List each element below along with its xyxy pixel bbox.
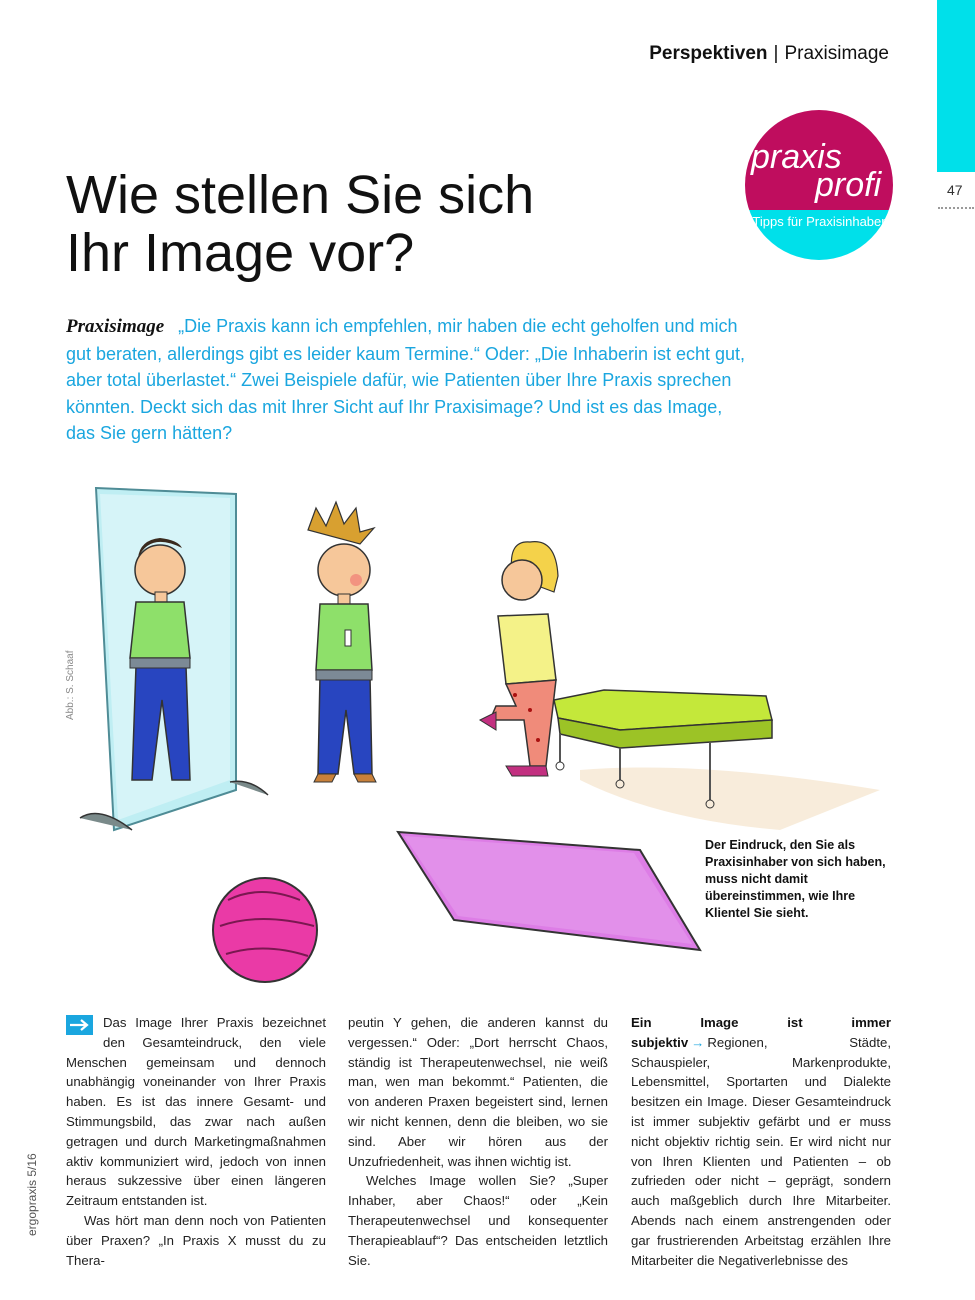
exercise-ball: [213, 878, 317, 982]
section-tab: [937, 0, 975, 172]
journal-footer: ergopraxis 5/16: [25, 1153, 39, 1236]
exercise-mat: [398, 832, 700, 950]
lead-keyword: Praxisimage: [66, 316, 165, 337]
badge-word-profi: profi: [815, 166, 882, 204]
lead-text: „Die Praxis kann ich empfehlen, mir haben die echt geholfen und mich gut beraten, allerdings gibt es leider kaum Termine.“ Oder: „Die Inhaberin ist echt gut, aber total überlastet.“ Zwei Beispiele dafür, wie Patienten über Ihre Praxis sprechen könnten. Deckt sich das mit Ihrer Sicht auf Ihr Praxisimage? Und ist es das Image, das Sie gern hätten?: [66, 316, 746, 443]
body-text: Regionen, Städte, Schauspieler, Markenprodukte, Lebensmittel, Sportarten und Dialekte besitzen ein Image. Dieser Gesamteindruck ist immer subjektiv gefärbt und er muss nicht objektiv richtig sein. Er wird nicht nur von Ihren Klienten und Patienten – ob zufrieden oder nicht – geprägt, sondern auch maßgeblich durch Ihre Mitarbeiter. Abends nach einem anstrengenden oder gar frustrierenden Arbeitstag erzählen Ihre Mitarbeiter die Negativerlebnisse des: [631, 1034, 891, 1268]
title-line-1: Wie stellen Sie sich: [66, 165, 535, 225]
lead-paragraph: [66, 313, 746, 447]
section-header: [649, 43, 889, 65]
section-label: Perspektiven: [649, 43, 768, 64]
praxisprofi-badge: [745, 110, 893, 260]
arrow-icon: →: [691, 1034, 705, 1050]
subheading: Ein Image ist immer subjektiv: [631, 1015, 891, 1050]
body-column-1: [66, 1013, 326, 1270]
treatment-table: [554, 690, 880, 830]
page-number-divider: [938, 207, 974, 209]
figure-patient: [480, 542, 558, 776]
article-title: [66, 166, 534, 282]
body-column-3: [631, 1013, 891, 1270]
body-paragraph: Welches Image wollen Sie? „Super Inhaber, aber Chaos!“ oder „Kein Therapeutenwechsel und konsequenter Therapieablauf“? Das entscheiden letztlich Sie.: [348, 1173, 608, 1268]
body-paragraph: [631, 1013, 891, 1270]
title-line-2: Ihr Image vor?: [66, 223, 415, 283]
page-number: 47: [947, 182, 963, 198]
illustration-credit: Abb.: S. Schaaf: [65, 650, 76, 720]
illustration: [60, 480, 880, 1000]
body-paragraph: Das Image Ihrer Praxis bezeichnet den Gesamteindruck, den viele Menschen gemeinsam und dennoch unabhängig voneinander von Ihrer Praxis haben. Es ist das innere Gesamt- und Stimmungsbild, das zwar nach außen getragen und durch Marketingmaßnahmen aktiv kommuniziert wird, jedoch von innen heraus sukzessive über einen längeren Zeitraum entstanden ist.: [66, 1015, 326, 1209]
figure-therapist: [308, 502, 376, 782]
badge-word-praxis: praxis: [751, 138, 842, 176]
figure-caption: Der Eindruck, den Sie als Praxisinhaber von sich haben, muss nicht damit übereinstimmen, wie Ihre Klientel Sie sieht.: [705, 838, 886, 920]
badge-subtitle: Tipps für Praxisinhaber: [752, 214, 886, 229]
start-arrow-icon: [66, 1015, 93, 1035]
header-separator: |: [773, 43, 779, 64]
body-paragraph: Was hört man denn noch von Patienten über Praxen? „In Praxis X musst du zu Thera-: [66, 1212, 326, 1268]
body-column-2: [348, 1013, 608, 1270]
body-paragraph: peutin Y gehen, die anderen kannst du vergessen.“ Oder: „Dort herrscht Chaos, ständig ist Therapeutenwechsel, nie weiß man, wen man bekommt.“ Patienten, die von anderen Praxen begeistert sind, lernen wir nicht kennen, denn die bleiben, wo sie sind. Aber wir hören aus der Unzufriedenheit, was ihnen wichtig ist.: [348, 1015, 608, 1169]
topic-label: Praxisimage: [784, 43, 889, 64]
